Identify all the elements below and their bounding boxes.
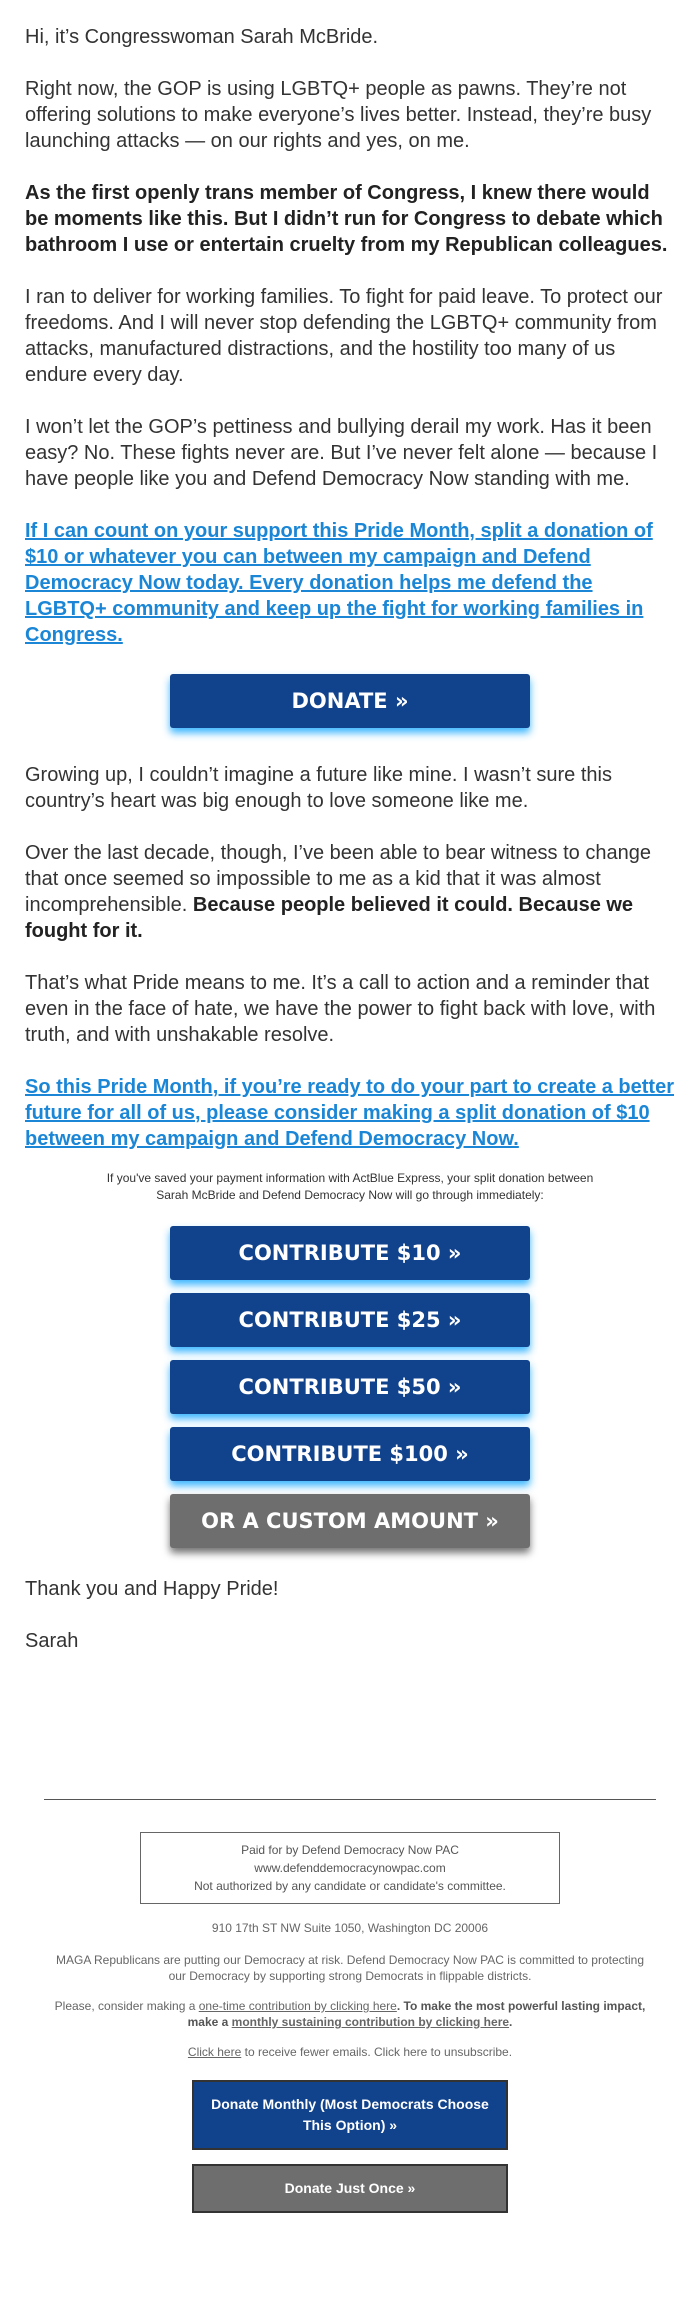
- contribute-100-button[interactable]: CONTRIBUTE $100 »: [170, 1427, 530, 1481]
- website-text: www.defenddemocracynowpac.com: [254, 1861, 446, 1875]
- paragraph-2: [25, 180, 675, 258]
- paragraph-6-text: Over the last decade, though, I’ve been able to bear witness to change that once seemed so impossible to me as a kid that it was almost incomprehensible.: [25, 842, 651, 916]
- donation-link-1[interactable]: If I can count on your support this Pride Month, split a donation of $10 or whatever you can between my campaign and Defend Democracy Now today. Every donation helps me defend the LGBTQ+ community and keep up the fight for working families in Congress.: [25, 520, 653, 646]
- signature: Sarah: [25, 1630, 79, 1652]
- fewer-emails-link[interactable]: Click here: [187, 2045, 242, 2059]
- contribute-10-button[interactable]: CONTRIBUTE $10 »: [170, 1226, 530, 1280]
- consider-prefix: Please, consider making a: [54, 1999, 199, 2013]
- donate-button[interactable]: DONATE »: [170, 674, 530, 728]
- monthly-sustaining-link[interactable]: monthly sustaining contribution by clicking here: [231, 2015, 510, 2029]
- address: 910 17th ST NW Suite 1050, Washington DC 20006: [211, 1921, 489, 1935]
- greeting: Hi, it’s Congresswoman Sarah McBride.: [25, 26, 379, 48]
- mission-statement: MAGA Republicans are putting our Democracy at risk. Defend Democracy Now PAC is committed to protecting our Democracy by supporting strong Democrats in flippable districts.: [55, 1953, 644, 1983]
- donate-once-button[interactable]: Donate Just Once »: [192, 2164, 508, 2213]
- paragraph-1: Right now, the GOP is using LGBTQ+ people as pawns. They’re not offering solutions to make everyone’s lives better. Instead, they’re busy launching attacks — on our rights and yes, on me.: [25, 78, 652, 152]
- custom-amount-button[interactable]: OR A CUSTOM AMOUNT »: [170, 1494, 530, 1548]
- not-authorized-text: Not authorized by any candidate or candidate's committee.: [194, 1879, 506, 1893]
- paragraph-6: [25, 840, 675, 944]
- paragraph-7: That’s what Pride means to me. It’s a call to action and a reminder that even in the face of hate, we have the power to fight back with love, with truth, and with unshakable resolve.: [25, 972, 656, 1046]
- footer: [0, 1799, 700, 2213]
- donation-link-paragraph-2: [25, 1074, 675, 1152]
- contribute-50-button[interactable]: CONTRIBUTE $50 »: [170, 1360, 530, 1414]
- closing: Thank you and Happy Pride!: [25, 1578, 279, 1600]
- consider-mid: . To make the most powerful lasting impact, make a: [187, 1999, 646, 2029]
- paragraph-5: Growing up, I couldn’t imagine a future like mine. I wasn’t sure this country’s heart was big enough to love someone like me.: [25, 764, 612, 812]
- contribute-25-button[interactable]: CONTRIBUTE $25 »: [170, 1293, 530, 1347]
- email-preferences: [50, 2044, 650, 2060]
- donation-link-2[interactable]: So this Pride Month, if you’re ready to do your part to create a better future for all of us, please consider making a split donation of $10 between my campaign and Defend Democracy Now.: [25, 1076, 674, 1150]
- contribute-buttons: [25, 1226, 675, 1548]
- footer-divider: [44, 1799, 656, 1800]
- actblue-express-note: If you've saved your payment information with ActBlue Express, your split donation between Sarah McBride and Defend Democracy Now will go through immediately:: [106, 1171, 594, 1202]
- paid-for-box: [140, 1832, 560, 1904]
- paragraph-4: I won’t let the GOP’s pettiness and bullying derail my work. Has it been easy? No. These fights never are. But I’ve never felt alone — because I have people like you and Defend Democracy Now standing with me.: [25, 416, 658, 490]
- paid-for-text: Paid for by Defend Democracy Now PAC: [241, 1843, 459, 1857]
- paragraph-2-bold: As the first openly trans member of Congress, I knew there would be moments like this. But I didn’t run for Congress to debate which bathroom I use or entertain cruelty from my Republican colleagues.: [25, 182, 668, 256]
- footer-buttons: [0, 2080, 700, 2213]
- consider-contribution: [50, 1998, 650, 2030]
- consider-suffix: .: [509, 2015, 513, 2029]
- donation-link-paragraph-1: [25, 518, 675, 648]
- donate-button-wrap: [25, 674, 675, 728]
- donate-monthly-button[interactable]: Donate Monthly (Most Democrats Choose This Option) »: [192, 2080, 508, 2150]
- one-time-contribution-link[interactable]: one-time contribution by clicking here: [198, 1999, 397, 2013]
- paragraph-6-bold: Because people believed it could. Because we fought for it.: [25, 894, 634, 942]
- paragraph-3: I ran to deliver for working families. To fight for paid leave. To protect our freedoms. And I will never stop defending the LGBTQ+ community from attacks, manufactured distractions, and the hostility too many of us endure every day.: [25, 286, 663, 386]
- unsubscribe-text[interactable]: to receive fewer emails. Click here to unsubscribe.: [241, 2045, 513, 2059]
